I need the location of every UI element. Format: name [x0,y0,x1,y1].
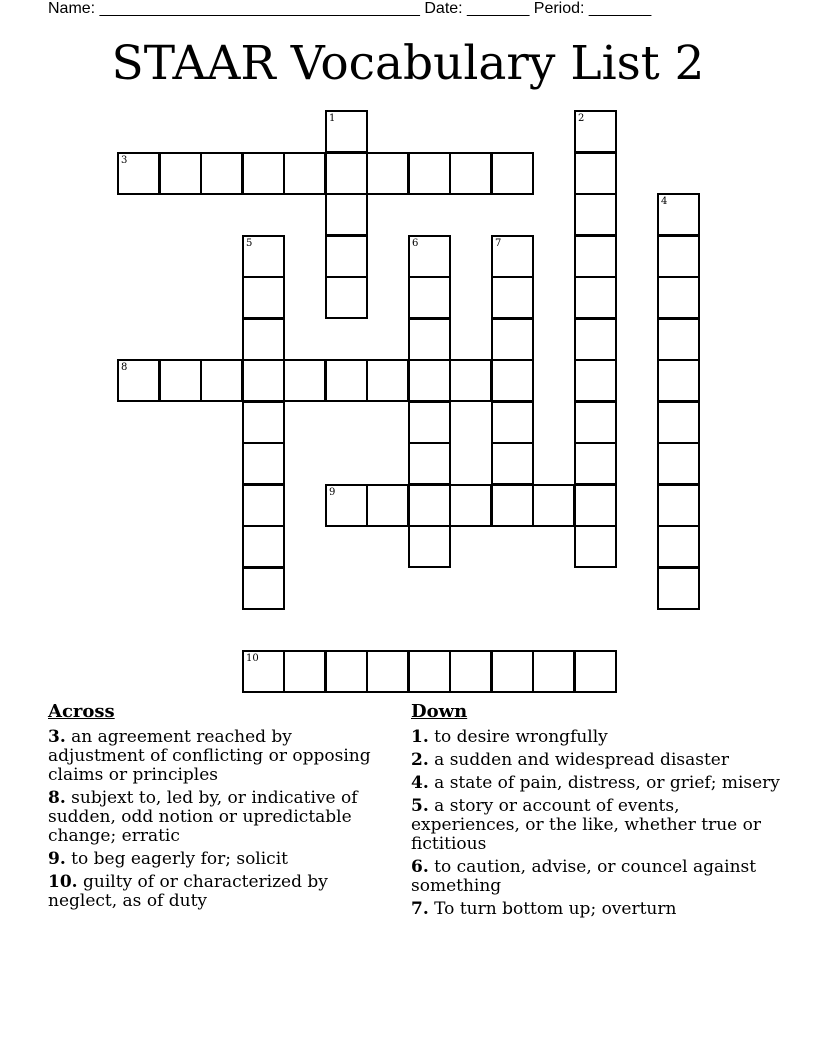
clue-text: subjext to, led by, or indicative of sudden, odd notion or upredictable change; erratic [48,788,358,846]
grid-cell[interactable] [491,650,534,693]
grid-cell[interactable] [325,193,368,236]
clue-number: 4. [411,773,429,793]
down-clue-2 [411,751,781,770]
across-clue-8 [48,789,393,846]
grid-cell[interactable] [283,650,326,693]
grid-cell[interactable] [532,650,575,693]
grid-cell[interactable] [657,235,700,278]
down-clue-7 [411,900,781,919]
grid-cell[interactable] [408,152,451,195]
down-clue-1 [411,728,781,747]
clue-text: a story or account of events, experiences, or the like, whether true or fictitious [411,796,761,854]
grid-cell[interactable] [449,152,492,195]
grid-cell[interactable] [657,525,700,568]
grid-cell[interactable] [366,484,409,527]
across-clue-3 [48,728,393,785]
grid-cell[interactable] [242,318,285,361]
cell-number: 8 [121,362,128,373]
grid-cell[interactable] [491,484,534,527]
across-clue-9 [48,850,393,869]
grid-cell[interactable] [408,401,451,444]
grid-cell[interactable] [242,276,285,319]
across-clues [48,700,393,915]
clue-text: a state of pain, distress, or grief; misery [434,773,780,793]
cell-number: 7 [495,238,502,249]
grid-cell[interactable] [283,359,326,402]
grid-cell[interactable] [491,318,534,361]
grid-cell[interactable] [574,276,617,319]
grid-cell[interactable] [491,276,534,319]
grid-cell[interactable] [242,484,285,527]
grid-cell[interactable] [242,525,285,568]
clue-number: 8. [48,788,66,808]
cell-number: 5 [246,238,253,249]
clue-number: 6. [411,857,429,877]
grid-cell[interactable] [408,359,451,402]
clue-text: an agreement reached by adjustment of conflicting or opposing claims or principles [48,727,371,785]
grid-cell[interactable] [574,152,617,195]
grid-cell[interactable] [574,401,617,444]
grid-cell[interactable] [491,401,534,444]
grid-cell[interactable] [325,276,368,319]
clue-text: to beg eagerly for; solicit [71,849,288,869]
clue-number: 3. [48,727,66,747]
grid-cell[interactable] [491,359,534,402]
grid-cell[interactable] [408,484,451,527]
header-fields: Name: ____________________________________ Date: _______ Period: _______ [48,0,652,17]
grid-cell[interactable] [574,484,617,527]
grid-cell[interactable] [574,193,617,236]
grid-cell[interactable] [574,650,617,693]
cell-number: 2 [578,113,585,124]
grid-cell[interactable] [325,152,368,195]
grid-cell[interactable] [366,359,409,402]
grid-cell[interactable] [657,359,700,402]
clue-text: to desire wrongfully [434,727,608,747]
grid-cell[interactable] [117,359,160,402]
grid-cell[interactable] [574,525,617,568]
grid-cell[interactable] [657,276,700,319]
grid-cell[interactable] [325,110,368,153]
grid-cell[interactable] [491,235,534,278]
grid-cell[interactable] [325,484,368,527]
grid-cell[interactable] [657,401,700,444]
down-heading: Down [411,701,468,722]
cell-number: 4 [661,196,668,207]
grid-cell[interactable] [200,152,243,195]
grid-cell[interactable] [657,193,700,236]
grid-cell[interactable] [408,276,451,319]
grid-cell[interactable] [574,359,617,402]
grid-cell[interactable] [242,650,285,693]
grid-cell[interactable] [242,152,285,195]
clue-number: 5. [411,796,429,816]
grid-cell[interactable] [366,650,409,693]
clue-text: a sudden and widespread disaster [434,750,729,770]
clue-text: guilty of or characterized by neglect, as of duty [48,872,328,911]
grid-cell[interactable] [491,442,534,485]
clue-number: 1. [411,727,429,747]
clue-text: to caution, advise, or councel against something [411,857,757,896]
grid-cell[interactable] [242,235,285,278]
clue-text: To turn bottom up; overturn [434,899,677,919]
grid-cell[interactable] [449,650,492,693]
grid-cell[interactable] [408,442,451,485]
grid-cell[interactable] [574,110,617,153]
grid-cell[interactable] [408,235,451,278]
cell-number: 6 [412,238,419,249]
grid-cell[interactable] [242,567,285,610]
grid-cell[interactable] [408,650,451,693]
cell-number: 1 [329,113,336,124]
grid-cell[interactable] [532,484,575,527]
grid-cell[interactable] [200,359,243,402]
cell-number: 3 [121,155,128,166]
grid-cell[interactable] [574,442,617,485]
grid-cell[interactable] [449,484,492,527]
across-clue-10 [48,873,393,911]
clue-number: 2. [411,750,429,770]
grid-cell[interactable] [491,152,534,195]
grid-cell[interactable] [657,567,700,610]
grid-cell[interactable] [325,650,368,693]
grid-cell[interactable] [117,152,160,195]
down-clue-6 [411,858,781,896]
grid-cell[interactable] [657,442,700,485]
clue-number: 9. [48,849,66,869]
grid-cell[interactable] [657,318,700,361]
grid-cell[interactable] [408,525,451,568]
grid-cell[interactable] [574,318,617,361]
grid-cell[interactable] [325,235,368,278]
clue-number: 10. [48,872,78,892]
grid-cell[interactable] [366,152,409,195]
down-clue-5 [411,797,781,854]
clue-number: 7. [411,899,429,919]
cell-number: 9 [329,487,336,498]
grid-cell[interactable] [242,359,285,402]
grid-cell[interactable] [159,152,202,195]
grid-cell[interactable] [325,359,368,402]
page-title: STAAR Vocabulary List 2 [111,36,705,91]
grid-cell[interactable] [159,359,202,402]
cell-number: 10 [246,653,259,664]
across-heading: Across [48,701,115,722]
down-clues [411,700,781,923]
grid-cell[interactable] [283,152,326,195]
down-clue-4 [411,774,781,793]
grid-cell[interactable] [574,235,617,278]
grid-cell[interactable] [449,359,492,402]
grid-cell[interactable] [408,318,451,361]
grid-cell[interactable] [657,484,700,527]
grid-cell[interactable] [242,401,285,444]
grid-cell[interactable] [242,442,285,485]
